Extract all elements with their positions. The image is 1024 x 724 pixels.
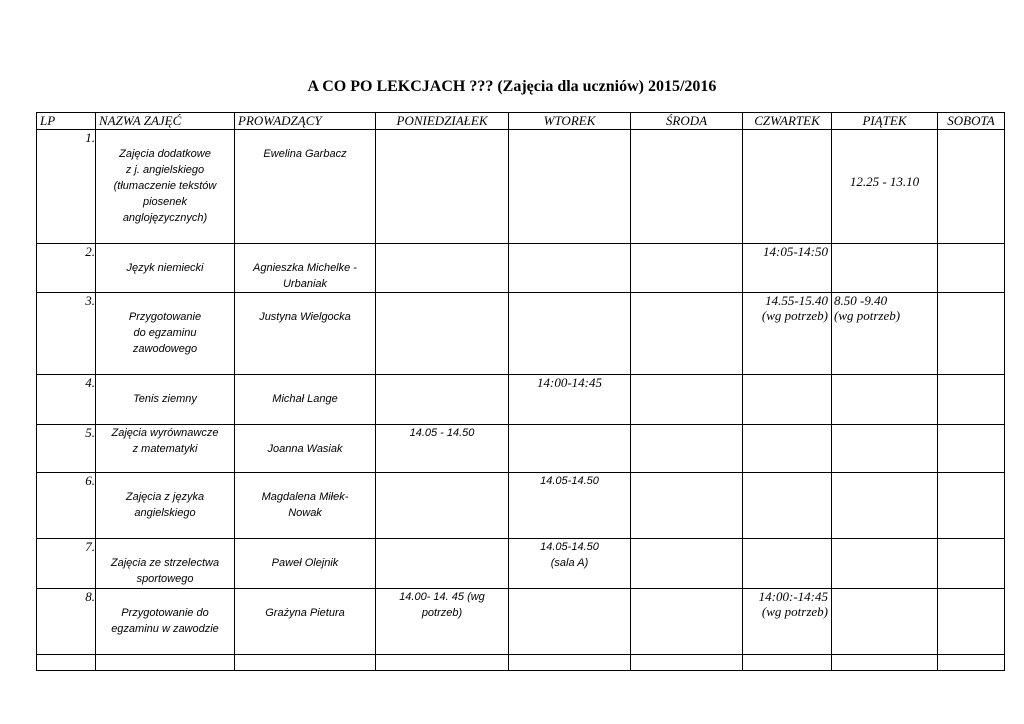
table-row bbox=[37, 293, 1005, 375]
empty-cell bbox=[631, 655, 743, 671]
table-row bbox=[37, 375, 1005, 425]
thursday-cell bbox=[743, 425, 832, 473]
monday-cell-text: 14.05 - 14.50 bbox=[409, 427, 475, 439]
thursday-cell bbox=[743, 473, 832, 539]
saturday-cell bbox=[938, 539, 1005, 589]
activity-name-cell-text: Zajęcia dodatkowe z j. angielskiego (tłumaczenie tekstów piosenek anglojęzycznych) bbox=[113, 148, 217, 224]
tuesday-cell bbox=[509, 244, 631, 293]
lp-cell bbox=[37, 539, 96, 589]
lp-cell-text: 4. bbox=[85, 375, 95, 390]
empty-cell bbox=[235, 655, 376, 671]
activity-name-cell-text: Zajęcia wyrównawcze z matematyki bbox=[111, 427, 219, 455]
lp-cell-text: 1. bbox=[85, 130, 95, 145]
friday-cell bbox=[832, 244, 938, 293]
teacher-cell bbox=[235, 293, 376, 375]
table-row bbox=[37, 130, 1005, 244]
table-row bbox=[37, 589, 1005, 655]
teacher-cell-text: Grażyna Pietura bbox=[265, 607, 345, 619]
teacher-cell-text: Justyna Wielgocka bbox=[259, 311, 351, 323]
header-thursday: CZWARTEK bbox=[743, 113, 832, 130]
teacher-cell bbox=[235, 375, 376, 425]
thursday-cell bbox=[743, 293, 832, 375]
teacher-cell bbox=[235, 539, 376, 589]
tuesday-cell bbox=[509, 473, 631, 539]
lp-cell-text: 3. bbox=[85, 293, 95, 308]
friday-cell bbox=[832, 130, 938, 244]
empty-cell bbox=[743, 655, 832, 671]
empty-cell bbox=[832, 655, 938, 671]
tuesday-cell-text: 14.05-14.50 bbox=[540, 475, 599, 487]
wednesday-cell bbox=[631, 473, 743, 539]
header-teacher: PROWADZĄCY bbox=[235, 113, 376, 130]
activity-name-cell-text: Język niemiecki bbox=[126, 262, 204, 274]
activity-name-cell bbox=[96, 425, 235, 473]
wednesday-cell bbox=[631, 589, 743, 655]
activity-name-cell bbox=[96, 293, 235, 375]
activity-name-cell bbox=[96, 589, 235, 655]
table-row bbox=[37, 473, 1005, 539]
monday-cell bbox=[376, 539, 509, 589]
wednesday-cell bbox=[631, 539, 743, 589]
monday-cell bbox=[376, 375, 509, 425]
saturday-cell bbox=[938, 375, 1005, 425]
empty-cell bbox=[96, 655, 235, 671]
saturday-cell bbox=[938, 473, 1005, 539]
monday-cell bbox=[376, 293, 509, 375]
teacher-cell bbox=[235, 244, 376, 293]
thursday-cell bbox=[743, 375, 832, 425]
tuesday-cell bbox=[509, 375, 631, 425]
friday-cell-text: 12.25 - 13.10 bbox=[849, 174, 920, 189]
lp-cell bbox=[37, 375, 96, 425]
teacher-cell-text: Magdalena Miłek- Nowak bbox=[261, 491, 349, 519]
header-lp: LP bbox=[37, 113, 96, 130]
monday-cell bbox=[376, 130, 509, 244]
empty-cell bbox=[938, 655, 1005, 671]
table-row bbox=[37, 244, 1005, 293]
thursday-cell-text: 14.55-15.40 (wg potrzeb) bbox=[761, 293, 828, 323]
empty-cell bbox=[37, 655, 96, 671]
saturday-cell bbox=[938, 293, 1005, 375]
teacher-cell-text: Paweł Olejnik bbox=[271, 557, 339, 569]
lp-cell-text: 2. bbox=[85, 244, 95, 259]
tuesday-cell bbox=[509, 130, 631, 244]
table-row-empty bbox=[37, 655, 1005, 671]
header-wednesday: ŚRODA bbox=[631, 113, 743, 130]
activity-name-cell-text: Przygotowanie do egzaminu zawodowego bbox=[128, 311, 202, 355]
wednesday-cell bbox=[631, 293, 743, 375]
teacher-cell-text: Michał Lange bbox=[272, 393, 338, 405]
activity-name-cell-text: Zajęcia ze strzelectwa sportowego bbox=[110, 557, 220, 585]
activity-name-cell-text: Przygotowanie do egzaminu w zawodzie bbox=[111, 607, 219, 635]
monday-cell bbox=[376, 473, 509, 539]
tuesday-cell bbox=[509, 589, 631, 655]
activity-name-cell bbox=[96, 244, 235, 293]
activity-name-cell-text: Zajęcia z języka angielskiego bbox=[125, 491, 205, 519]
lp-cell bbox=[37, 130, 96, 244]
table-row bbox=[37, 425, 1005, 473]
header-tuesday: WTOREK bbox=[509, 113, 631, 130]
header-row bbox=[37, 113, 1005, 130]
friday-cell-text: 8.50 -9.40 (wg potrzeb) bbox=[834, 293, 901, 323]
tuesday-cell bbox=[509, 293, 631, 375]
friday-cell bbox=[832, 293, 938, 375]
teacher-cell-text: Joanna Wasiak bbox=[267, 443, 343, 455]
friday-cell bbox=[832, 425, 938, 473]
schedule-table bbox=[36, 112, 1005, 671]
friday-cell bbox=[832, 589, 938, 655]
wednesday-cell bbox=[631, 244, 743, 293]
lp-cell bbox=[37, 425, 96, 473]
lp-cell bbox=[37, 473, 96, 539]
saturday-cell bbox=[938, 130, 1005, 244]
wednesday-cell bbox=[631, 425, 743, 473]
friday-cell bbox=[832, 539, 938, 589]
monday-cell-text: 14.00- 14. 45 (wg potrzeb) bbox=[399, 591, 485, 619]
header-friday: PIĄTEK bbox=[832, 113, 938, 130]
page-title: A CO PO LEKCJACH ??? (Zajęcia dla uczniów) 2015/2016 bbox=[307, 78, 717, 95]
monday-cell bbox=[376, 244, 509, 293]
saturday-cell bbox=[938, 244, 1005, 293]
thursday-cell bbox=[743, 244, 832, 293]
activity-name-cell bbox=[96, 473, 235, 539]
activity-name-cell-text: Tenis ziemny bbox=[133, 393, 197, 405]
lp-cell-text: 6. bbox=[85, 473, 95, 488]
teacher-cell bbox=[235, 425, 376, 473]
thursday-cell bbox=[743, 539, 832, 589]
empty-cell bbox=[509, 655, 631, 671]
thursday-cell-text: 14:05-14:50 bbox=[763, 244, 828, 259]
tuesday-cell-text: 14.05-14.50 (sala A) bbox=[540, 541, 599, 569]
lp-cell-text: 5. bbox=[85, 425, 95, 440]
saturday-cell bbox=[938, 589, 1005, 655]
tuesday-cell-text: 14:00-14:45 bbox=[537, 375, 602, 390]
teacher-cell-text: Agnieszka Michelke - Urbaniak bbox=[253, 262, 357, 290]
lp-cell bbox=[37, 244, 96, 293]
lp-cell-text: 7. bbox=[85, 539, 95, 554]
wednesday-cell bbox=[631, 375, 743, 425]
monday-cell bbox=[376, 425, 509, 473]
table-row bbox=[37, 539, 1005, 589]
activity-name-cell bbox=[96, 130, 235, 244]
empty-cell bbox=[376, 655, 509, 671]
activity-name-cell bbox=[96, 539, 235, 589]
friday-cell bbox=[832, 375, 938, 425]
lp-cell-text: 8. bbox=[85, 589, 95, 604]
thursday-cell bbox=[743, 589, 832, 655]
friday-cell bbox=[832, 473, 938, 539]
header-monday: PONIEDZIAŁEK bbox=[376, 113, 509, 130]
activity-name-cell bbox=[96, 375, 235, 425]
header-name: NAZWA ZAJĘĆ bbox=[96, 113, 235, 130]
wednesday-cell bbox=[631, 130, 743, 244]
teacher-cell bbox=[235, 130, 376, 244]
teacher-cell-text: Ewelina Garbacz bbox=[263, 148, 347, 160]
monday-cell bbox=[376, 589, 509, 655]
tuesday-cell bbox=[509, 539, 631, 589]
lp-cell bbox=[37, 589, 96, 655]
thursday-cell bbox=[743, 130, 832, 244]
teacher-cell bbox=[235, 473, 376, 539]
lp-cell bbox=[37, 293, 96, 375]
header-saturday: SOBOTA bbox=[938, 113, 1005, 130]
teacher-cell bbox=[235, 589, 376, 655]
thursday-cell-text: 14:00:-14:45 (wg potrzeb) bbox=[758, 589, 828, 619]
saturday-cell bbox=[938, 425, 1005, 473]
tuesday-cell bbox=[509, 425, 631, 473]
